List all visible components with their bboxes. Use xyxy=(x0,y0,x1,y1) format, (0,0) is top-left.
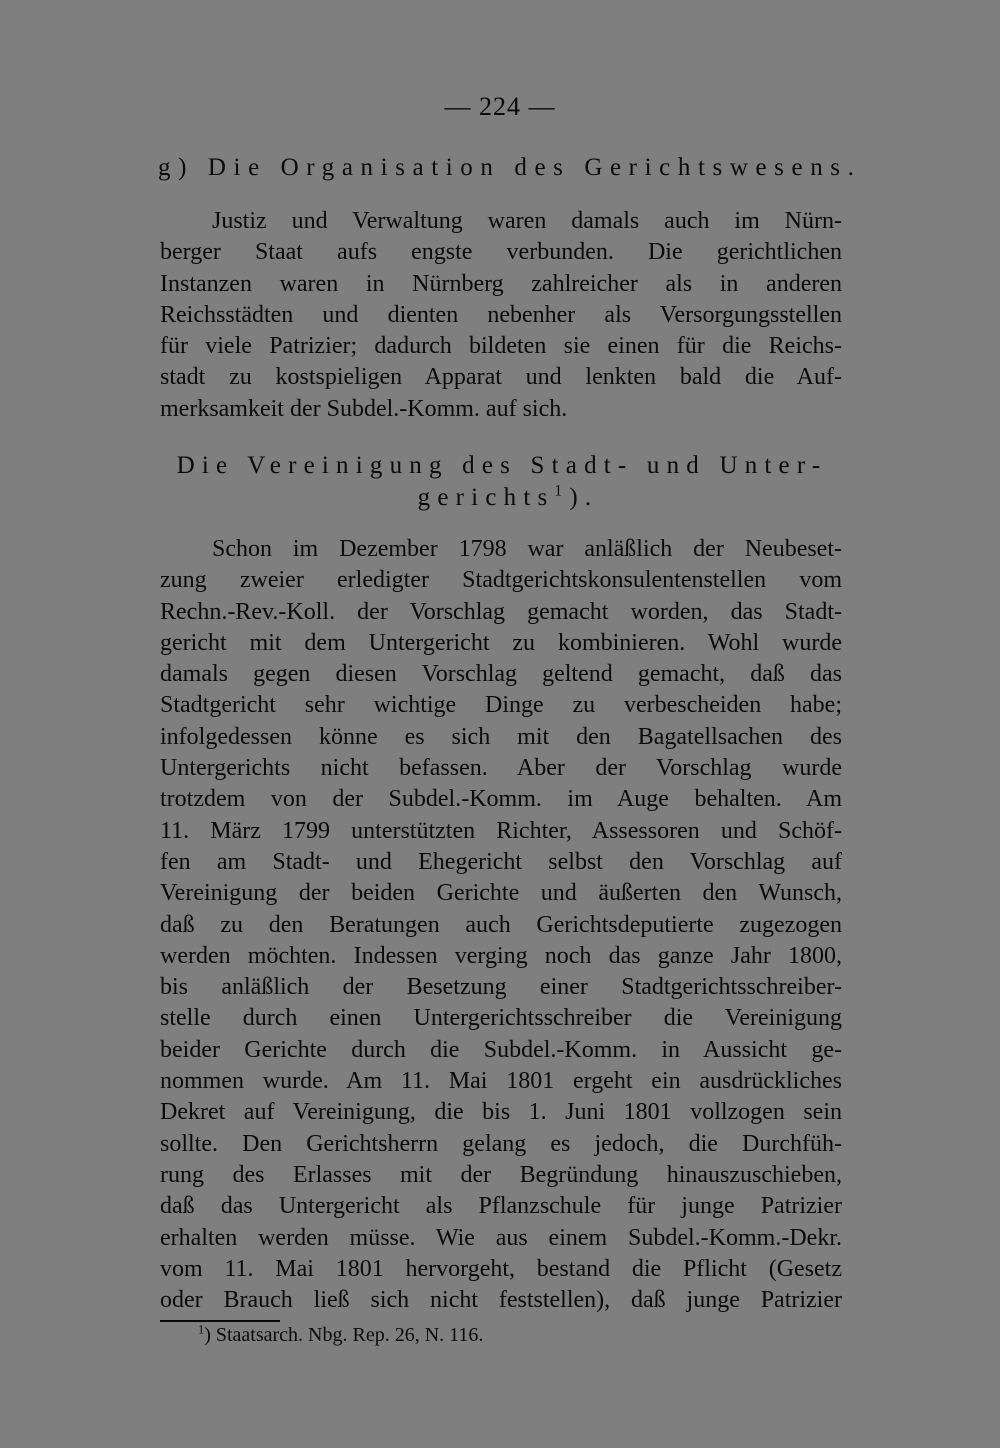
text-line: damals gegen diesen Vorschlag geltend gemacht, daß das xyxy=(160,661,842,688)
text-line: bis anläßlich der Besetzung einer Stadtgerichtsschreiber- xyxy=(160,974,842,1001)
text-line: 11. März 1799 unterstützten Richter, Assessoren und Schöf- xyxy=(160,817,842,844)
text-line: sollte. Den Gerichtsherrn gelang es jedoch, die Durchfüh- xyxy=(160,1130,842,1157)
text-line: beider Gerichte durch die Subdel.-Komm. in Aussicht ge- xyxy=(160,1036,842,1063)
text-line: stadt zu kostspieligen Apparat und lenkten bald die Auf- xyxy=(160,364,842,391)
subheading-line-1: Die Vereinigung des Stadt- und Unter- xyxy=(176,452,828,479)
text-line: Justiz und Verwaltung waren damals auch im Nürn- xyxy=(212,208,842,234)
footnote-marker: 1 xyxy=(198,1322,205,1337)
text-line: nommen wurde. Am 11. Mai 1801 ergeht ein ausdrückliches xyxy=(160,1068,842,1095)
text-line: für viele Patrizier; dadurch bildeten sie einen für die Reichs- xyxy=(160,333,842,360)
subheading-end: ). xyxy=(569,484,599,511)
text-line: Vereinigung der beiden Gerichte und äußerten den Wunsch, xyxy=(160,880,842,907)
text-line: rung des Erlasses mit der Begründung hinauszuschieben, xyxy=(160,1161,842,1188)
text-line: daß das Untergericht als Pflanzschule für junge Patrizier xyxy=(160,1193,842,1220)
text-line: berger Staat aufs engste verbunden. Die gerichtlichen xyxy=(160,239,842,266)
text-line: infolgedessen könne es sich mit den Bagatellsachen des xyxy=(160,723,842,750)
text-line: daß zu den Beratungen auch Gerichtsdeputierte zugezogen xyxy=(160,911,842,938)
text-line: Instanzen waren in Nürnberg zahlreicher als in anderen xyxy=(160,270,842,297)
text-line: fen am Stadt- und Ehegericht selbst den Vorschlag auf xyxy=(160,848,842,875)
text-line: Reichsstädten und dienten nebenher als Versorgungsstellen xyxy=(160,301,842,328)
text-line: Untergerichts nicht befassen. Aber der Vorschlag wurde xyxy=(160,755,842,782)
text-line: merksamkeit der Subdel.-Komm. auf sich. xyxy=(160,395,568,422)
text-line: erhalten werden müsse. Wie aus einem Subdel.-Komm.-Dekr. xyxy=(160,1224,842,1251)
paragraph-vereinigung xyxy=(160,534,842,1316)
text-line: stelle durch einen Untergerichtsschreiber die Vereinigung xyxy=(160,1005,842,1032)
text-line: zung zweier erledigter Stadtgerichtskonsulentenstellen vom xyxy=(160,567,842,594)
page-number: — 224 — xyxy=(444,92,556,121)
text-line: gericht mit dem Untergericht zu kombinieren. Wohl wurde xyxy=(160,629,842,656)
text-line: trotzdem von der Subdel.-Komm. im Auge behalten. Am xyxy=(160,786,842,813)
subheading-text: gerichts xyxy=(417,484,555,511)
subheading-line-2 xyxy=(8,484,1000,512)
text-line: Schon im Dezember 1798 war anläßlich der Neubeset- xyxy=(212,536,842,562)
footnote-text: ) Staatsarch. Nbg. Rep. 26, N. 116. xyxy=(204,1324,484,1346)
text-line: Rechn.-Rev.-Koll. der Vorschlag gemacht worden, das Stadt- xyxy=(160,598,842,625)
text-line: werden möchten. Indessen verging noch das ganze Jahr 1800, xyxy=(160,942,842,969)
text-line: Stadtgericht sehr wichtige Dinge zu verbescheiden habe; xyxy=(160,692,842,719)
paragraph-justiz xyxy=(160,206,842,425)
section-heading: g) Die Organisation des Gerichtswesens. xyxy=(158,154,862,181)
text-line: Dekret auf Vereinigung, die bis 1. Juni 1801 vollzogen sein xyxy=(160,1099,842,1126)
footnote xyxy=(198,1324,483,1347)
footnote-reference: 1 xyxy=(554,482,570,500)
footnote-divider xyxy=(160,1320,280,1322)
text-line: oder Brauch ließ sich nicht feststellen), daß junge Patrizier xyxy=(160,1287,842,1314)
text-line: vom 11. Mai 1801 hervorgeht, bestand die Pflicht (Gesetz xyxy=(160,1255,842,1282)
